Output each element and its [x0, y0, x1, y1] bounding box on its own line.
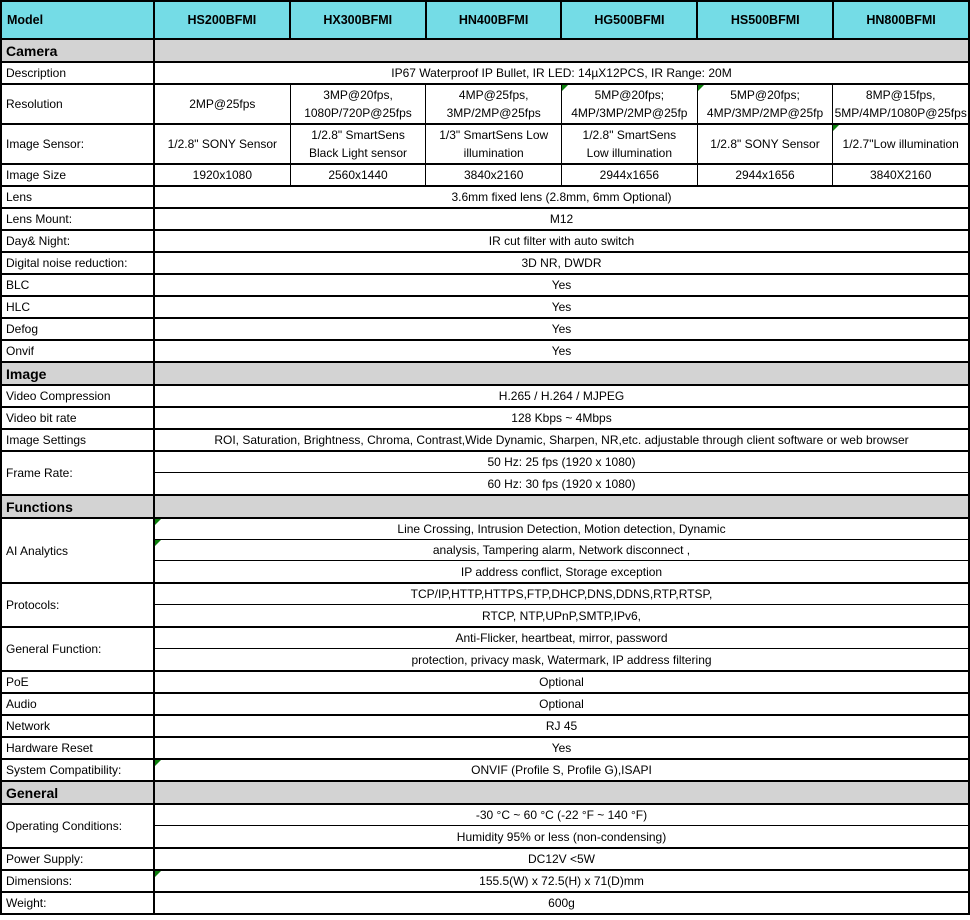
cell-text: illumination: [463, 146, 524, 160]
row-values: [155, 738, 968, 758]
merged-value: [155, 716, 968, 736]
row-values: [155, 716, 968, 736]
section-rest: [155, 363, 968, 384]
cell-text: RTCP, NTP,UPnP,SMTP,IPv6,: [482, 608, 641, 623]
row-label: Description: [2, 63, 155, 83]
model-columns: [155, 85, 968, 123]
cell-text: 1/2.8" SONY Sensor: [710, 137, 820, 151]
cell-text: 50 Hz: 25 fps (1920 x 1080): [487, 455, 636, 469]
model-header-3: HG500BFMI: [562, 2, 698, 38]
merged-value: [155, 519, 968, 540]
cell-text: Optional: [539, 697, 584, 711]
section-row-camera: [2, 40, 968, 63]
row-label: Dimensions:: [2, 871, 155, 891]
cell-text: H.265 / H.264 / MJPEG: [498, 389, 625, 403]
row-values: [155, 165, 968, 185]
cell-text: Yes: [551, 322, 572, 336]
spec-row: [2, 319, 968, 341]
row-values: [155, 628, 968, 670]
merged-value: [155, 275, 968, 295]
merged-value: [155, 605, 968, 626]
cell-text: 5MP@20fps;: [730, 88, 800, 102]
merged-value: [155, 408, 968, 428]
merged-value: [155, 826, 968, 847]
row-values: [155, 297, 968, 317]
spec-row: [2, 85, 968, 125]
spec-cell: [698, 125, 834, 163]
cell-text: 3840x2160: [463, 168, 524, 182]
cell-text: M12: [549, 212, 574, 226]
merged-value: [155, 760, 968, 780]
comment-marker-triangle: [155, 871, 161, 877]
merged-value: [155, 805, 968, 826]
row-label: Protocols:: [2, 584, 155, 626]
cell-text: IP address conflict, Storage exception: [460, 564, 663, 579]
cell-text: 3MP@20fps,: [323, 88, 393, 102]
cell-text: Yes: [551, 300, 572, 314]
row-label: Video Compression: [2, 386, 155, 406]
spec-cell: [426, 125, 562, 163]
row-label: Power Supply:: [2, 849, 155, 869]
row-label: Video bit rate: [2, 408, 155, 428]
row-values: [155, 519, 968, 582]
row-values: [155, 805, 968, 847]
section-title: General: [2, 782, 155, 803]
spec-row: [2, 849, 968, 871]
cell-text: ROI, Saturation, Brightness, Chroma, Contrast,Wide Dynamic, Sharpen, NR,etc. adjustable through client software or web browser: [214, 433, 909, 447]
spec-row: [2, 231, 968, 253]
spec-cell: [833, 125, 968, 163]
cell-text: 2944x1656: [735, 168, 795, 182]
row-label: Network: [2, 716, 155, 736]
section-title: Functions: [2, 496, 155, 517]
section-title: Camera: [2, 40, 155, 61]
cell-text: 2944x1656: [599, 168, 660, 182]
cell-text: 1/2.8" SmartSens: [582, 128, 677, 142]
spec-row: [2, 628, 968, 672]
cell-text: -30 °C ~ 60 °C (-22 °F ~ 140 °F): [475, 808, 648, 822]
cell-text: 3840X2160: [869, 168, 932, 182]
merged-value: [155, 893, 968, 913]
spec-row: [2, 430, 968, 452]
row-values: [155, 694, 968, 714]
merged-value: [155, 649, 968, 670]
spec-cell: [698, 85, 834, 123]
spec-row: [2, 452, 968, 496]
spec-row: [2, 672, 968, 694]
cell-text: 2MP@25fps: [189, 97, 256, 111]
row-label: PoE: [2, 672, 155, 692]
cell-text: 4MP@25fps,: [458, 88, 529, 102]
cell-text: Line Crossing, Intrusion Detection, Motion detection, Dynamic: [397, 522, 726, 536]
merged-value: [155, 231, 968, 251]
merged-value: [155, 473, 968, 494]
spec-row: [2, 871, 968, 893]
cell-text: 3MP/2MP@25fps: [446, 106, 541, 120]
spec-cell: [426, 165, 562, 185]
row-values: [155, 253, 968, 273]
cell-text: protection, privacy mask, Watermark, IP address filtering: [411, 652, 712, 667]
row-label: Frame Rate:: [2, 452, 155, 494]
cell-text: Low illumination: [586, 146, 673, 160]
cell-text: ONVIF (Profile S, Profile G),ISAPI: [471, 763, 652, 777]
model-header-0: HS200BFMI: [155, 2, 291, 38]
row-label: HLC: [2, 297, 155, 317]
model-header-cell: Model: [2, 2, 155, 38]
row-values: [155, 760, 968, 780]
merged-value: [155, 253, 968, 273]
spec-cell: [698, 165, 834, 185]
merged-value: [155, 871, 968, 891]
spec-cell: [291, 85, 427, 123]
row-values: [155, 341, 968, 361]
comment-marker-triangle: [562, 85, 568, 91]
row-label: Operating Conditions:: [2, 805, 155, 847]
comment-marker-triangle: [833, 125, 839, 131]
model-header-4: HS500BFMI: [698, 2, 834, 38]
section-title: Image: [2, 363, 155, 384]
row-label: Image Size: [2, 165, 155, 185]
cell-text: 1/2.8" SmartSens: [311, 128, 405, 142]
row-values: [155, 125, 968, 163]
cell-text: 8MP@15fps,: [865, 88, 936, 102]
cell-text: Yes: [551, 344, 572, 358]
row-values: [155, 209, 968, 229]
merged-value: [155, 319, 968, 339]
merged-value: [155, 694, 968, 714]
cell-text: 155.5(W) x 72.5(H) x 71(D)mm: [479, 874, 644, 888]
merged-value: [155, 341, 968, 361]
spec-cell: [155, 165, 291, 185]
comment-marker-triangle: [155, 540, 161, 546]
row-values: [155, 672, 968, 692]
comment-marker-triangle: [698, 85, 704, 91]
cell-text: 1/3" SmartSens Low: [439, 128, 549, 142]
model-header-1: HX300BFMI: [291, 2, 427, 38]
cell-text: analysis, Tampering alarm, Network disconnect ,: [432, 543, 691, 557]
row-values: [155, 275, 968, 295]
row-label: Audio: [2, 694, 155, 714]
cell-text: 5MP/4MP/1080P@25fps: [834, 106, 967, 120]
spec-cell: [155, 125, 291, 163]
model-header-2: HN400BFMI: [427, 2, 563, 38]
merged-value: [155, 738, 968, 758]
spec-row: [2, 760, 968, 782]
row-label: Defog: [2, 319, 155, 339]
section-row-functions: [2, 496, 968, 519]
spec-cell: [426, 85, 562, 123]
spec-row: [2, 253, 968, 275]
model-columns: [155, 125, 968, 163]
spec-row: [2, 125, 968, 165]
merged-value: [155, 584, 968, 605]
merged-value: [155, 209, 968, 229]
row-label: System Compatibility:: [2, 760, 155, 780]
cell-text: Optional: [539, 675, 584, 689]
comment-marker-triangle: [155, 519, 161, 525]
spec-row: [2, 408, 968, 430]
spec-row: [2, 275, 968, 297]
merged-value: [155, 452, 968, 473]
cell-text: 1920x1080: [192, 168, 253, 182]
cell-text: 2560x1440: [328, 168, 388, 182]
spec-row: [2, 386, 968, 408]
spec-cell: [562, 85, 698, 123]
spec-cell: [562, 125, 698, 163]
spec-cell: [833, 85, 968, 123]
row-label: Hardware Reset: [2, 738, 155, 758]
model-header-5: HN800BFMI: [866, 13, 936, 27]
table-header-row: [2, 2, 968, 40]
row-label: Resolution: [2, 85, 155, 123]
spec-row: [2, 805, 968, 849]
row-values: [155, 187, 968, 207]
merged-value: [155, 672, 968, 692]
merged-value: [155, 63, 968, 83]
spec-row: [2, 165, 968, 187]
cell-text: 4MP/3MP/2MP@25fp: [706, 106, 824, 120]
merged-value: [155, 540, 968, 561]
row-values: [155, 386, 968, 406]
cell-text: Anti-Flicker, heartbeat, mirror, password: [455, 631, 668, 645]
cell-text: Yes: [551, 741, 572, 755]
merged-value: [155, 297, 968, 317]
merged-value: [155, 561, 968, 582]
row-label: AI Analytics: [2, 519, 155, 582]
row-values: [155, 63, 968, 83]
row-label: Lens: [2, 187, 155, 207]
merged-value: [155, 849, 968, 869]
spec-cell: [155, 85, 291, 123]
row-values: [155, 584, 968, 626]
merged-value: [155, 187, 968, 207]
row-label: General Function:: [2, 628, 155, 670]
spec-row: [2, 187, 968, 209]
spec-row: [2, 738, 968, 760]
spec-cell: [833, 165, 968, 185]
row-values: [155, 231, 968, 251]
spec-row: [2, 519, 968, 584]
row-values: [155, 408, 968, 428]
row-label: BLC: [2, 275, 155, 295]
row-values: [155, 893, 968, 913]
model-columns: [155, 165, 968, 185]
cell-text: Black Light sensor: [308, 146, 408, 160]
row-values: [155, 849, 968, 869]
section-row-general: [2, 782, 968, 805]
cell-text: 1/2.7"Low illumination: [842, 137, 959, 151]
spec-cell: [291, 165, 427, 185]
cell-text: IR cut filter with auto switch: [488, 234, 635, 248]
row-label: Lens Mount:: [2, 209, 155, 229]
cell-text: 4MP/3MP/2MP@25fp: [571, 106, 688, 120]
row-values: [155, 430, 968, 450]
row-label: Day& Night:: [2, 231, 155, 251]
cell-text: Humidity 95% or less (non-condensing): [456, 829, 667, 844]
spec-row: [2, 297, 968, 319]
row-label: Onvif: [2, 341, 155, 361]
spec-row: [2, 209, 968, 231]
cell-text: DC12V <5W: [527, 852, 596, 866]
cell-text: IP67 Waterproof IP Bullet, IR LED: 14µX12PCS, IR Range: 20M: [391, 66, 732, 80]
spec-row: [2, 694, 968, 716]
spec-row: [2, 63, 968, 85]
spec-row: [2, 893, 968, 913]
cell-text: 128 Kbps ~ 4Mbps: [511, 411, 612, 425]
row-values: [155, 319, 968, 339]
cell-text: 1080P/720P@25fps: [304, 106, 412, 120]
spec-row: [2, 716, 968, 738]
section-row-image: [2, 363, 968, 386]
row-label: Image Settings: [2, 430, 155, 450]
cell-text: 5MP@20fps;: [594, 88, 665, 102]
cell-text: RJ 45: [545, 719, 578, 733]
cell-text: 60 Hz: 30 fps (1920 x 1080): [487, 476, 636, 491]
spec-cell: [562, 165, 698, 185]
row-values: [155, 452, 968, 494]
cell-text: 1/2.8" SONY Sensor: [167, 137, 278, 151]
section-rest: [155, 496, 968, 517]
cell-text: 600g: [548, 896, 575, 910]
spec-cell: [291, 125, 427, 163]
cell-text: 3D NR, DWDR: [521, 256, 602, 270]
comment-marker-triangle: [155, 760, 161, 766]
cell-text: 3.6mm fixed lens (2.8mm, 6mm Optional): [451, 190, 672, 204]
cell-text: Yes: [551, 278, 572, 292]
row-label: Image Sensor:: [2, 125, 155, 163]
row-label: Digital noise reduction:: [2, 253, 155, 273]
section-rest: [155, 40, 968, 61]
row-label: Weight:: [2, 893, 155, 913]
merged-value: [155, 430, 968, 450]
spec-row: [2, 584, 968, 628]
row-values: [155, 85, 968, 123]
section-rest: [155, 782, 968, 803]
cell-text: TCP/IP,HTTP,HTTPS,FTP,DHCP,DNS,DDNS,RTP,RTSP,: [410, 587, 713, 601]
row-values: [155, 871, 968, 891]
merged-value: [155, 386, 968, 406]
merged-value: [155, 628, 968, 649]
spec-row: [2, 341, 968, 363]
